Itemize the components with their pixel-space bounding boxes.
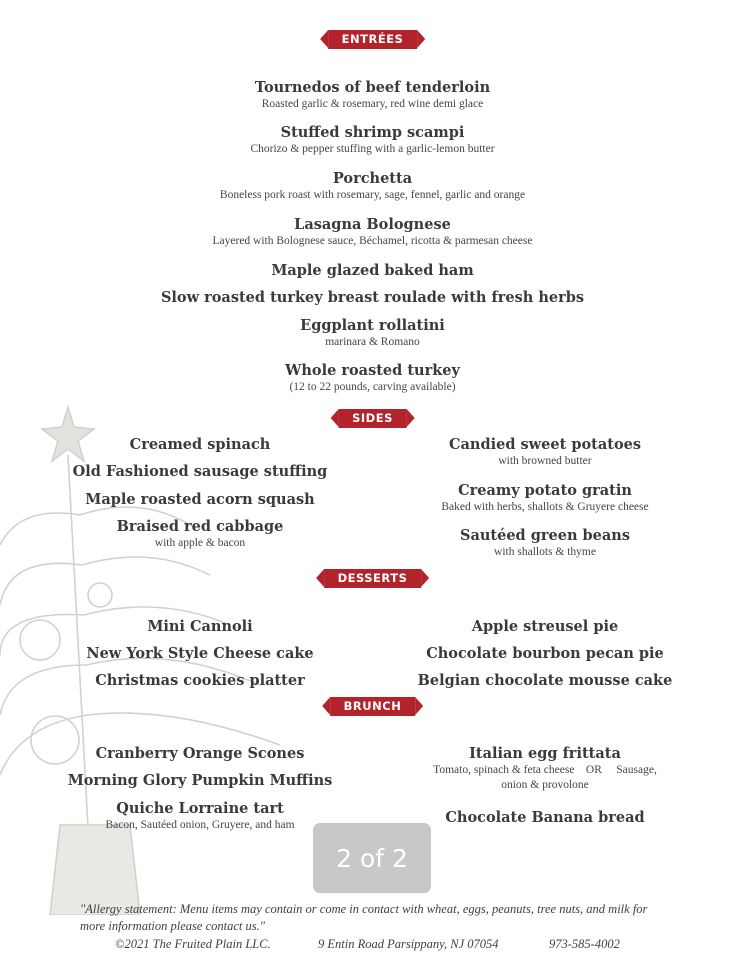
menu-item: [395, 645, 695, 663]
menu-item: [60, 491, 340, 509]
section-banner-brunch: BRUNCH: [330, 697, 416, 716]
item-name: Belgian chocolate mousse cake: [417, 672, 673, 689]
menu-item: [0, 317, 745, 350]
item-desc: Bacon, Sautéed onion, Gruyere, and ham: [105, 819, 295, 831]
copyright: ©2021 The Fruited Plain LLC.: [115, 937, 271, 951]
item-desc: with shallots & thyme: [494, 546, 596, 558]
item-name: Maple glazed baked ham: [271, 262, 474, 279]
item-desc: Chorizo & pepper stuffing with a garlic-lemon butter: [250, 143, 495, 155]
item-name: Chocolate bourbon pecan pie: [426, 645, 664, 662]
menu-item: [60, 436, 340, 454]
item-name: Tournedos of beef tenderloin: [254, 79, 491, 96]
item-desc: onion & provolone: [501, 779, 589, 791]
item-name: Morning Glory Pumpkin Muffins: [67, 772, 333, 789]
item-name: Whole roasted turkey: [285, 362, 460, 379]
item-name: Lasagna Bolognese: [294, 216, 451, 233]
item-desc: (12 to 22 pounds, carving available): [289, 381, 456, 393]
menu-item: [395, 618, 695, 636]
menu-item: [0, 170, 745, 203]
section-banner-entrees: ENTRÉES: [328, 30, 418, 49]
menu-item: [60, 800, 340, 833]
phone: 973-585-4002: [549, 937, 620, 951]
item-desc: Layered with Bolognese sauce, Béchamel, ricotta & parmesan cheese: [212, 235, 533, 247]
item-name: Porchetta: [332, 170, 413, 187]
item-name: Cranberry Orange Scones: [95, 745, 305, 762]
menu-item: [60, 745, 340, 763]
menu-item: [0, 262, 745, 280]
allergy-statement-cont: more information please contact us.": [80, 919, 265, 933]
item-desc: Boneless pork roast with rosemary, sage, fennel, garlic and orange: [219, 189, 526, 201]
item-name: Sautéed green beans: [459, 527, 631, 544]
item-name: New York Style Cheese cake: [86, 645, 314, 662]
item-name: Old Fashioned sausage stuffing: [72, 463, 328, 480]
menu-item: [0, 124, 745, 157]
menu-item: [0, 289, 745, 307]
menu-item: [60, 772, 340, 790]
item-name: Creamed spinach: [129, 436, 271, 453]
menu-item: [395, 527, 695, 560]
menu-item: [395, 809, 695, 827]
menu-item: [60, 645, 340, 663]
menu-item: [60, 463, 340, 481]
item-name: Apple streusel pie: [471, 618, 619, 635]
menu-item: [0, 362, 745, 395]
menu-item: [395, 436, 695, 469]
item-desc: Tomato, spinach & feta cheese OR Sausage,: [433, 764, 657, 776]
item-name: Candied sweet potatoes: [448, 436, 642, 453]
menu-item: [395, 672, 695, 690]
menu-item: [0, 79, 745, 112]
item-desc: with apple & bacon: [154, 537, 246, 549]
section-banner-desserts: DESSERTS: [324, 569, 422, 588]
item-name: Creamy potato gratin: [458, 482, 632, 499]
section-banner-sides: SIDES: [338, 409, 407, 428]
item-name: Slow roasted turkey breast roulade with fresh herbs: [160, 289, 585, 306]
menu-item: [60, 618, 340, 636]
allergy-statement: "Allergy statement: Menu items may contain or come in contact with wheat, eggs, peanuts, tree nuts, and milk for: [80, 902, 648, 916]
item-desc: with browned butter: [498, 455, 592, 467]
menu-item: [395, 745, 695, 793]
menu-item: [60, 518, 340, 551]
menu-item: [395, 482, 695, 515]
item-name: Eggplant rollatini: [300, 317, 445, 334]
item-desc: Roasted garlic & rosemary, red wine demi glace: [261, 98, 484, 110]
item-name: Braised red cabbage: [116, 518, 284, 535]
menu-item: [60, 672, 340, 690]
page-indicator: 2 of 2: [313, 823, 431, 893]
item-desc: Baked with herbs, shallots & Gruyere cheese: [441, 501, 649, 513]
item-name: Maple roasted acorn squash: [85, 491, 315, 508]
item-name: Italian egg frittata: [469, 745, 621, 762]
item-desc: marinara & Romano: [325, 336, 420, 348]
item-name: Chocolate Banana bread: [445, 809, 645, 826]
item-name: Christmas cookies platter: [95, 672, 305, 689]
item-name: Quiche Lorraine tart: [116, 800, 284, 817]
item-name: Stuffed shrimp scampi: [280, 124, 465, 141]
address: 9 Entin Road Parsippany, NJ 07054: [318, 937, 499, 951]
item-name: Mini Cannoli: [147, 618, 253, 635]
menu-item: [0, 216, 745, 249]
